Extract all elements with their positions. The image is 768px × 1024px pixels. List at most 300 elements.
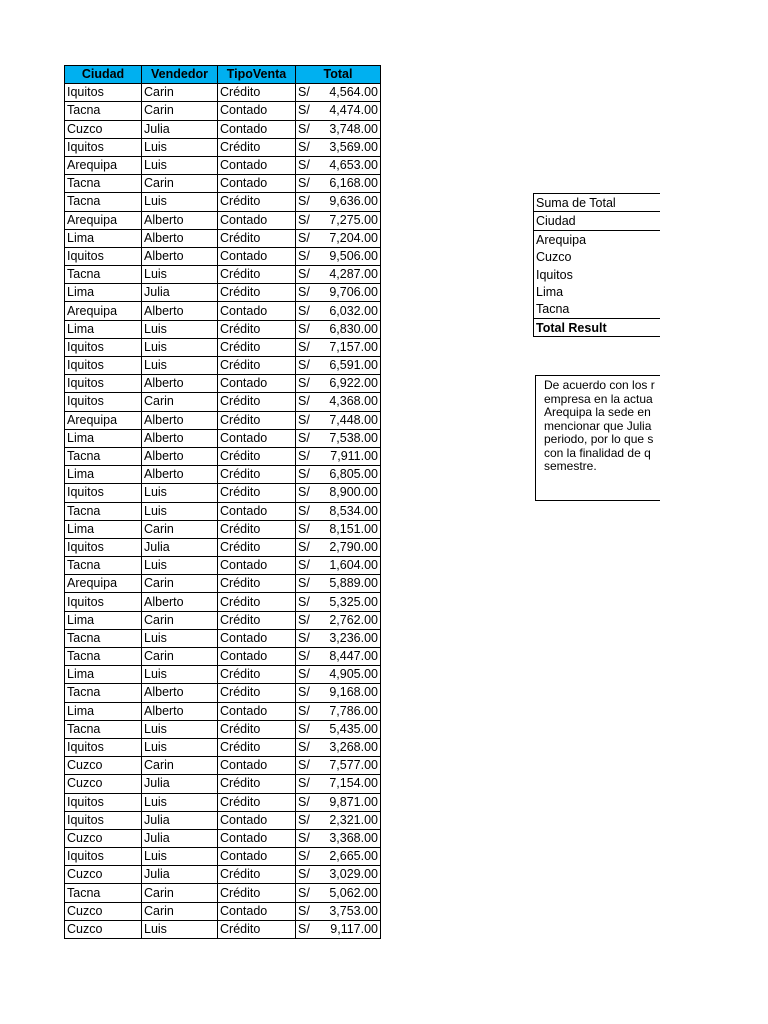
cell-total[interactable]: [296, 138, 381, 156]
cell-vendedor[interactable]: Carin: [142, 757, 218, 775]
cell-total[interactable]: [296, 648, 381, 666]
table-row: [65, 702, 381, 720]
cell-total[interactable]: [296, 538, 381, 556]
cell-vendedor[interactable]: Alberto: [142, 211, 218, 229]
cell-ciudad[interactable]: Tacna: [65, 193, 142, 211]
cell-total[interactable]: [296, 211, 381, 229]
table-row: [65, 320, 381, 338]
cell-tipoventa[interactable]: Contado: [218, 848, 296, 866]
cell-vendedor[interactable]: Luis: [142, 666, 218, 684]
cell-tipoventa[interactable]: Crédito: [218, 466, 296, 484]
cell-vendedor[interactable]: Carin: [142, 611, 218, 629]
cell-tipoventa[interactable]: Crédito: [218, 229, 296, 247]
cell-total[interactable]: [296, 720, 381, 738]
cell-tipoventa[interactable]: Crédito: [218, 666, 296, 684]
cell-ciudad[interactable]: Tacna: [65, 684, 142, 702]
cell-tipoventa[interactable]: Contado: [218, 211, 296, 229]
cell-tipoventa[interactable]: Crédito: [218, 738, 296, 756]
currency-symbol: S/: [298, 630, 310, 645]
cell-tipoventa[interactable]: Crédito: [218, 920, 296, 938]
cell-ciudad[interactable]: Iquitos: [65, 357, 142, 375]
total-amount: 3,029.00: [329, 867, 378, 882]
cell-total[interactable]: [296, 320, 381, 338]
currency-symbol: S/: [298, 449, 310, 464]
cell-tipoventa[interactable]: Crédito: [218, 611, 296, 629]
table-row: [65, 193, 381, 211]
currency-symbol: S/: [298, 85, 310, 100]
cell-tipoventa[interactable]: Contado: [218, 811, 296, 829]
cell-tipoventa[interactable]: Crédito: [218, 866, 296, 884]
cell-tipoventa[interactable]: Contado: [218, 102, 296, 120]
cell-ciudad[interactable]: Iquitos: [65, 247, 142, 265]
currency-symbol: S/: [298, 903, 310, 918]
cell-vendedor[interactable]: Alberto: [142, 229, 218, 247]
cell-vendedor[interactable]: Julia: [142, 120, 218, 138]
cell-tipoventa[interactable]: Contado: [218, 156, 296, 174]
total-amount: 9,706.00: [329, 285, 378, 300]
cell-ciudad[interactable]: Cuzco: [65, 866, 142, 884]
cell-vendedor[interactable]: Julia: [142, 775, 218, 793]
cell-ciudad[interactable]: Iquitos: [65, 738, 142, 756]
cell-total[interactable]: [296, 175, 381, 193]
cell-total[interactable]: [296, 593, 381, 611]
cell-vendedor[interactable]: Luis: [142, 502, 218, 520]
total-amount: 3,268.00: [329, 740, 378, 755]
cell-ciudad[interactable]: Cuzco: [65, 757, 142, 775]
total-amount: 4,368.00: [329, 394, 378, 409]
text-box-note[interactable]: [535, 375, 660, 501]
table-row: [65, 593, 381, 611]
pivot-item[interactable]: Tacna: [536, 302, 570, 317]
cell-tipoventa[interactable]: Crédito: [218, 138, 296, 156]
cell-ciudad[interactable]: Cuzco: [65, 902, 142, 920]
cell-total[interactable]: [296, 775, 381, 793]
cell-total[interactable]: [296, 611, 381, 629]
cell-ciudad[interactable]: Arequipa: [65, 156, 142, 174]
cell-total[interactable]: [296, 84, 381, 102]
cell-tipoventa[interactable]: Contado: [218, 120, 296, 138]
cell-ciudad[interactable]: Tacna: [65, 884, 142, 902]
cell-total[interactable]: [296, 829, 381, 847]
cell-ciudad[interactable]: Iquitos: [65, 793, 142, 811]
total-amount: 5,062.00: [329, 885, 378, 900]
table-row: [65, 447, 381, 465]
cell-vendedor[interactable]: Luis: [142, 266, 218, 284]
cell-tipoventa[interactable]: Crédito: [218, 684, 296, 702]
cell-total[interactable]: [296, 902, 381, 920]
cell-total[interactable]: [296, 466, 381, 484]
currency-symbol: S/: [298, 885, 310, 900]
total-amount: 2,762.00: [329, 612, 378, 627]
cell-ciudad[interactable]: Arequipa: [65, 211, 142, 229]
cell-total[interactable]: [296, 811, 381, 829]
cell-total[interactable]: [296, 284, 381, 302]
cell-ciudad[interactable]: Arequipa: [65, 575, 142, 593]
currency-symbol: S/: [298, 576, 310, 591]
pivot-items: [534, 231, 660, 318]
cell-vendedor[interactable]: Alberto: [142, 702, 218, 720]
cell-vendedor[interactable]: Luis: [142, 156, 218, 174]
total-amount: 6,168.00: [329, 176, 378, 191]
cell-tipoventa[interactable]: Contado: [218, 247, 296, 265]
currency-symbol: S/: [298, 812, 310, 827]
cell-tipoventa[interactable]: Crédito: [218, 575, 296, 593]
cell-ciudad[interactable]: Lima: [65, 229, 142, 247]
cell-ciudad[interactable]: Iquitos: [65, 538, 142, 556]
table-row: [65, 811, 381, 829]
cell-ciudad[interactable]: Tacna: [65, 557, 142, 575]
table-row: [65, 884, 381, 902]
cell-ciudad[interactable]: Cuzco: [65, 829, 142, 847]
cell-total[interactable]: [296, 684, 381, 702]
cell-ciudad[interactable]: Tacna: [65, 175, 142, 193]
cell-ciudad[interactable]: Iquitos: [65, 393, 142, 411]
cell-vendedor[interactable]: Luis: [142, 557, 218, 575]
cell-tipoventa[interactable]: Contado: [218, 629, 296, 647]
cell-tipoventa[interactable]: Crédito: [218, 484, 296, 502]
currency-symbol: S/: [298, 285, 310, 300]
table-row: [65, 484, 381, 502]
currency-symbol: S/: [298, 539, 310, 554]
table-row: [65, 866, 381, 884]
cell-vendedor[interactable]: Julia: [142, 538, 218, 556]
table-row: [65, 629, 381, 647]
cell-vendedor[interactable]: Julia: [142, 284, 218, 302]
cell-ciudad[interactable]: Iquitos: [65, 138, 142, 156]
currency-symbol: S/: [298, 521, 310, 536]
cell-total[interactable]: [296, 102, 381, 120]
cell-vendedor[interactable]: Luis: [142, 138, 218, 156]
cell-vendedor[interactable]: Carin: [142, 575, 218, 593]
pivot-item[interactable]: Iquitos: [536, 267, 573, 282]
table-row: [65, 775, 381, 793]
table-row: [65, 411, 381, 429]
pivot-item[interactable]: Cuzco: [536, 250, 572, 265]
cell-vendedor[interactable]: Luis: [142, 793, 218, 811]
cell-tipoventa[interactable]: Contado: [218, 648, 296, 666]
currency-symbol: S/: [298, 430, 310, 445]
cell-ciudad[interactable]: Arequipa: [65, 302, 142, 320]
cell-tipoventa[interactable]: Crédito: [218, 538, 296, 556]
cell-vendedor[interactable]: Alberto: [142, 429, 218, 447]
currency-symbol: S/: [298, 303, 310, 318]
cell-total[interactable]: [296, 484, 381, 502]
table-row: [65, 648, 381, 666]
cell-total[interactable]: [296, 666, 381, 684]
header-tipoventa[interactable]: TipoVenta: [218, 66, 296, 84]
cell-total[interactable]: [296, 447, 381, 465]
total-amount: 9,506.00: [329, 248, 378, 263]
cell-vendedor[interactable]: Julia: [142, 811, 218, 829]
currency-symbol: S/: [298, 230, 310, 245]
cell-total[interactable]: [296, 866, 381, 884]
cell-ciudad[interactable]: Tacna: [65, 720, 142, 738]
cell-tipoventa[interactable]: Crédito: [218, 320, 296, 338]
cell-total[interactable]: [296, 575, 381, 593]
table-header-row: [65, 66, 381, 84]
cell-tipoventa[interactable]: Crédito: [218, 193, 296, 211]
pivot-field-label[interactable]: Ciudad: [534, 212, 660, 230]
pivot-item[interactable]: Arequipa: [536, 232, 587, 247]
pivot-total-row[interactable]: Total Result: [534, 318, 660, 336]
currency-symbol: S/: [298, 158, 310, 173]
currency-symbol: S/: [298, 703, 310, 718]
total-amount: 7,157.00: [329, 339, 378, 354]
total-amount: 7,786.00: [329, 703, 378, 718]
cell-vendedor[interactable]: Carin: [142, 102, 218, 120]
cell-tipoventa[interactable]: Crédito: [218, 284, 296, 302]
cell-tipoventa[interactable]: Crédito: [218, 447, 296, 465]
table-row: [65, 666, 381, 684]
currency-symbol: S/: [298, 685, 310, 700]
cell-ciudad[interactable]: Tacna: [65, 502, 142, 520]
cell-tipoventa[interactable]: Crédito: [218, 411, 296, 429]
cell-total[interactable]: [296, 920, 381, 938]
currency-symbol: S/: [298, 139, 310, 154]
cell-vendedor[interactable]: Luis: [142, 320, 218, 338]
note-line: periodo, por lo que s: [544, 432, 654, 446]
header-vendedor[interactable]: Vendedor: [142, 66, 218, 84]
total-amount: 9,168.00: [329, 685, 378, 700]
cell-vendedor[interactable]: Luis: [142, 720, 218, 738]
currency-symbol: S/: [298, 339, 310, 354]
cell-tipoventa[interactable]: Crédito: [218, 84, 296, 102]
currency-symbol: S/: [298, 376, 310, 391]
currency-symbol: S/: [298, 740, 310, 755]
total-amount: 7,448.00: [329, 412, 378, 427]
cell-ciudad[interactable]: Lima: [65, 284, 142, 302]
cell-ciudad[interactable]: Iquitos: [65, 375, 142, 393]
cell-tipoventa[interactable]: Contado: [218, 902, 296, 920]
cell-ciudad[interactable]: Iquitos: [65, 811, 142, 829]
cell-tipoventa[interactable]: Contado: [218, 429, 296, 447]
cell-vendedor[interactable]: Luis: [142, 484, 218, 502]
cell-tipoventa[interactable]: Contado: [218, 375, 296, 393]
cell-total[interactable]: [296, 429, 381, 447]
cell-ciudad[interactable]: Lima: [65, 702, 142, 720]
table-row: [65, 793, 381, 811]
cell-vendedor[interactable]: Luis: [142, 338, 218, 356]
cell-vendedor[interactable]: Alberto: [142, 466, 218, 484]
cell-ciudad[interactable]: Tacna: [65, 266, 142, 284]
cell-vendedor[interactable]: Alberto: [142, 684, 218, 702]
cell-total[interactable]: [296, 757, 381, 775]
cell-total[interactable]: [296, 193, 381, 211]
table-row: [65, 575, 381, 593]
cell-total[interactable]: [296, 702, 381, 720]
cell-total[interactable]: [296, 375, 381, 393]
currency-symbol: S/: [298, 485, 310, 500]
currency-symbol: S/: [298, 121, 310, 136]
cell-vendedor[interactable]: Carin: [142, 884, 218, 902]
cell-vendedor[interactable]: Carin: [142, 648, 218, 666]
cell-tipoventa[interactable]: Crédito: [218, 520, 296, 538]
cell-ciudad[interactable]: Lima: [65, 520, 142, 538]
total-amount: 4,287.00: [329, 267, 378, 282]
total-amount: 4,474.00: [329, 103, 378, 118]
cell-vendedor[interactable]: Carin: [142, 175, 218, 193]
total-amount: 3,368.00: [329, 830, 378, 845]
currency-symbol: S/: [298, 358, 310, 373]
sales-table: [64, 65, 381, 939]
total-amount: 7,911.00: [330, 449, 378, 464]
cell-tipoventa[interactable]: Crédito: [218, 357, 296, 375]
header-total[interactable]: Total: [296, 66, 381, 84]
table-row: [65, 920, 381, 938]
cell-ciudad[interactable]: Lima: [65, 320, 142, 338]
currency-symbol: S/: [298, 721, 310, 736]
cell-total[interactable]: [296, 247, 381, 265]
total-amount: 9,636.00: [329, 194, 378, 209]
total-amount: 5,889.00: [329, 576, 378, 591]
table-row: [65, 502, 381, 520]
cell-vendedor[interactable]: Alberto: [142, 247, 218, 265]
table-body: [65, 84, 381, 939]
total-amount: 4,905.00: [329, 667, 378, 682]
cell-total[interactable]: [296, 557, 381, 575]
cell-vendedor[interactable]: Alberto: [142, 375, 218, 393]
cell-tipoventa[interactable]: Crédito: [218, 266, 296, 284]
cell-ciudad[interactable]: Lima: [65, 429, 142, 447]
cell-vendedor[interactable]: Luis: [142, 629, 218, 647]
cell-total[interactable]: [296, 848, 381, 866]
cell-ciudad[interactable]: Iquitos: [65, 484, 142, 502]
currency-symbol: S/: [298, 176, 310, 191]
cell-vendedor[interactable]: Carin: [142, 902, 218, 920]
cell-vendedor[interactable]: Alberto: [142, 411, 218, 429]
cell-vendedor[interactable]: Luis: [142, 920, 218, 938]
cell-vendedor[interactable]: Luis: [142, 357, 218, 375]
total-amount: 3,236.00: [329, 630, 378, 645]
cell-tipoventa[interactable]: Contado: [218, 702, 296, 720]
currency-symbol: S/: [298, 830, 310, 845]
cell-ciudad[interactable]: Iquitos: [65, 338, 142, 356]
cell-tipoventa[interactable]: Contado: [218, 557, 296, 575]
cell-vendedor[interactable]: Alberto: [142, 447, 218, 465]
cell-vendedor[interactable]: Alberto: [142, 593, 218, 611]
cell-ciudad[interactable]: Arequipa: [65, 411, 142, 429]
table-row: [65, 338, 381, 356]
total-amount: 2,321.00: [329, 812, 378, 827]
cell-total[interactable]: [296, 629, 381, 647]
cell-tipoventa[interactable]: Crédito: [218, 793, 296, 811]
table-row: [65, 829, 381, 847]
cell-vendedor[interactable]: Carin: [142, 393, 218, 411]
cell-tipoventa[interactable]: Contado: [218, 757, 296, 775]
cell-total[interactable]: [296, 357, 381, 375]
currency-symbol: S/: [298, 558, 310, 573]
cell-vendedor[interactable]: Julia: [142, 829, 218, 847]
cell-total[interactable]: [296, 393, 381, 411]
cell-tipoventa[interactable]: Crédito: [218, 720, 296, 738]
currency-symbol: S/: [298, 103, 310, 118]
cell-vendedor[interactable]: Carin: [142, 84, 218, 102]
table-row: [65, 902, 381, 920]
currency-symbol: S/: [298, 248, 310, 263]
cell-tipoventa[interactable]: Contado: [218, 175, 296, 193]
table-row: [65, 302, 381, 320]
total-amount: 7,538.00: [329, 430, 378, 445]
total-amount: 2,665.00: [329, 849, 378, 864]
cell-ciudad[interactable]: Lima: [65, 466, 142, 484]
cell-ciudad[interactable]: Iquitos: [65, 593, 142, 611]
cell-total[interactable]: [296, 302, 381, 320]
cell-total[interactable]: [296, 502, 381, 520]
table-row: [65, 120, 381, 138]
cell-ciudad[interactable]: Tacna: [65, 102, 142, 120]
currency-symbol: S/: [298, 267, 310, 282]
cell-tipoventa[interactable]: Crédito: [218, 775, 296, 793]
cell-ciudad[interactable]: Cuzco: [65, 920, 142, 938]
table-row: [65, 211, 381, 229]
currency-symbol: S/: [298, 776, 310, 791]
cell-total[interactable]: [296, 338, 381, 356]
note-line: De acuerdo con los r: [544, 378, 655, 392]
cell-ciudad[interactable]: Iquitos: [65, 84, 142, 102]
cell-ciudad[interactable]: Cuzco: [65, 120, 142, 138]
cell-tipoventa[interactable]: Contado: [218, 829, 296, 847]
cell-tipoventa[interactable]: Crédito: [218, 884, 296, 902]
cell-tipoventa[interactable]: Contado: [218, 302, 296, 320]
cell-tipoventa[interactable]: Crédito: [218, 393, 296, 411]
currency-symbol: S/: [298, 212, 310, 227]
cell-ciudad[interactable]: Lima: [65, 666, 142, 684]
table-row: [65, 466, 381, 484]
cell-tipoventa[interactable]: Crédito: [218, 338, 296, 356]
cell-total[interactable]: [296, 120, 381, 138]
pivot-item[interactable]: Lima: [536, 284, 564, 299]
cell-total[interactable]: [296, 520, 381, 538]
cell-vendedor[interactable]: Julia: [142, 866, 218, 884]
cell-ciudad[interactable]: Tacna: [65, 648, 142, 666]
cell-ciudad[interactable]: Iquitos: [65, 848, 142, 866]
table-row: [65, 520, 381, 538]
cell-total[interactable]: [296, 884, 381, 902]
table-row: [65, 357, 381, 375]
cell-total[interactable]: [296, 738, 381, 756]
total-amount: 4,653.00: [329, 158, 378, 173]
table-row: [65, 138, 381, 156]
cell-total[interactable]: [296, 411, 381, 429]
cell-total[interactable]: [296, 793, 381, 811]
cell-tipoventa[interactable]: Contado: [218, 502, 296, 520]
cell-vendedor[interactable]: Alberto: [142, 302, 218, 320]
cell-vendedor[interactable]: Luis: [142, 193, 218, 211]
cell-vendedor[interactable]: Luis: [142, 848, 218, 866]
cell-ciudad[interactable]: Lima: [65, 611, 142, 629]
cell-ciudad[interactable]: Tacna: [65, 447, 142, 465]
currency-symbol: S/: [298, 194, 310, 209]
cell-total[interactable]: [296, 156, 381, 174]
table-row: [65, 247, 381, 265]
table-row: [65, 848, 381, 866]
cell-vendedor[interactable]: Carin: [142, 520, 218, 538]
total-amount: 7,275.00: [329, 212, 378, 227]
header-ciudad[interactable]: Ciudad: [65, 66, 142, 84]
cell-ciudad[interactable]: Tacna: [65, 629, 142, 647]
table-row: [65, 393, 381, 411]
total-amount: 5,435.00: [329, 721, 378, 736]
cell-ciudad[interactable]: Cuzco: [65, 775, 142, 793]
note-line: semestre.: [544, 459, 597, 473]
cell-total[interactable]: [296, 266, 381, 284]
currency-symbol: S/: [298, 921, 310, 936]
cell-tipoventa[interactable]: Crédito: [218, 593, 296, 611]
cell-total[interactable]: [296, 229, 381, 247]
total-amount: 3,748.00: [329, 121, 378, 136]
pivot-title[interactable]: Suma de Total: [534, 194, 660, 212]
cell-vendedor[interactable]: Luis: [142, 738, 218, 756]
